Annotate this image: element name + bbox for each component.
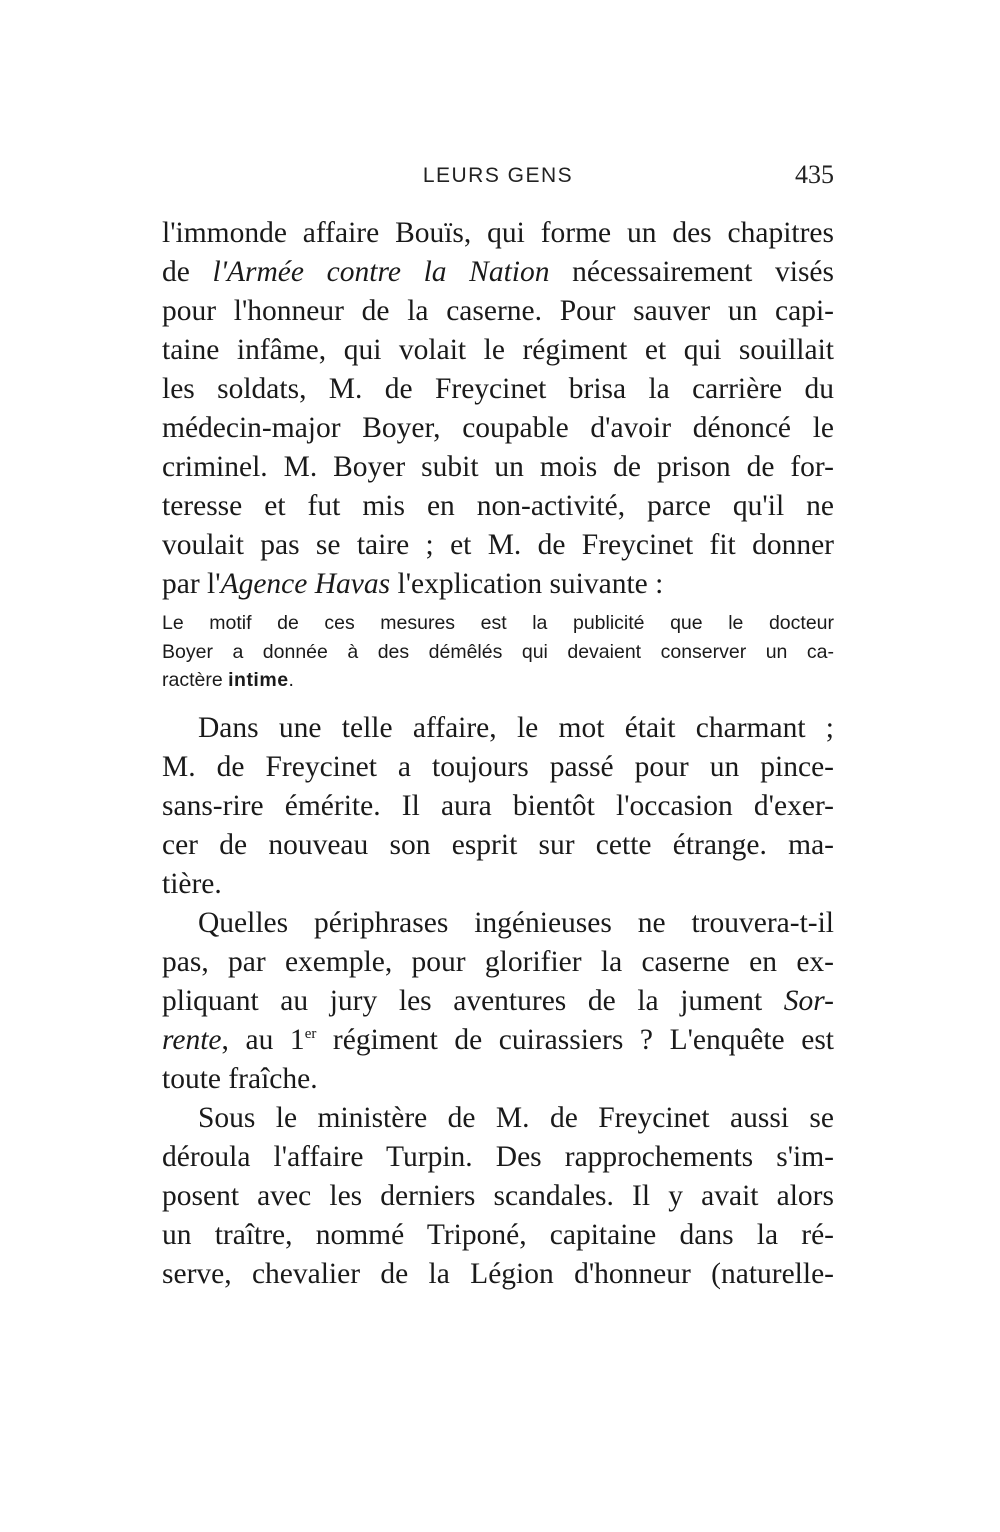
paragraph-bouis-affair bbox=[162, 214, 834, 604]
text-line: sans-rire émérite. Il aura bientôt l'occasion d'exer- bbox=[162, 789, 834, 822]
quote-line: Boyer a donnée à des démêlés qui devaient conserver un ca- bbox=[162, 640, 834, 663]
text-line: tière. bbox=[162, 867, 222, 900]
emphasis-bold: intime bbox=[228, 669, 289, 691]
quote-line: ractère intime. bbox=[162, 669, 294, 691]
ordinal-superscript: er bbox=[304, 1025, 317, 1042]
body-text bbox=[162, 214, 834, 1294]
paragraph-turpin-affair bbox=[162, 1099, 834, 1294]
text-line: pour l'honneur de la caserne. Pour sauver un capi- bbox=[162, 295, 834, 327]
text-line: les soldats, M. de Freycinet brisa la carrière du bbox=[162, 373, 834, 405]
text-line: de l'Armée contre la Nation nécessairement visés bbox=[162, 256, 834, 288]
text-line: par l'Agence Havas l'explication suivante : bbox=[162, 568, 664, 600]
paragraph-charming-word bbox=[162, 709, 834, 904]
text-line: pliquant au jury les aventures de la jument Sor- bbox=[162, 984, 834, 1017]
text-line: déroula l'affaire Turpin. Des rapprochements s'im- bbox=[162, 1140, 834, 1173]
text-line: M. de Freycinet a toujours passé pour un pince- bbox=[162, 750, 834, 783]
text-line: Dans une telle affaire, le mot était charmant ; bbox=[198, 711, 834, 744]
text-line: toute fraîche. bbox=[162, 1062, 318, 1095]
text-line: l'immonde affaire Bouïs, qui forme un des chapitres bbox=[162, 217, 834, 249]
mare-name-italic: Sor- bbox=[783, 984, 834, 1017]
page-number: 435 bbox=[795, 160, 834, 189]
text-line: pas, par exemple, pour glorifier la caserne en ex- bbox=[162, 945, 834, 978]
text-line: Sous le ministère de M. de Freycinet aussi se bbox=[198, 1101, 834, 1134]
running-head bbox=[162, 160, 834, 194]
text-line: un traître, nommé Triponé, capitaine dans la ré- bbox=[162, 1218, 834, 1251]
text-line: taine infâme, qui volait le régiment et qui souillait bbox=[162, 334, 834, 366]
agency-name-italic: Agence Havas bbox=[220, 568, 391, 600]
text-line: posent avec les derniers scandales. Il y avait alors bbox=[162, 1179, 834, 1212]
book-title-italic: l'Armée contre la Nation bbox=[212, 256, 550, 288]
text-line: criminel. M. Boyer subit un mois de prison de for- bbox=[162, 451, 834, 483]
quote-line: Le motif de ces mesures est la publicité que le docteur bbox=[162, 612, 834, 634]
block-quote bbox=[162, 609, 834, 695]
text-line: rente, au 1er régiment de cuirassiers ? L'enquête est bbox=[162, 1023, 834, 1056]
text-line: voulait pas se taire ; et M. de Freycinet fit donner bbox=[162, 529, 834, 561]
text-line: teresse et fut mis en non-activité, parce qu'il ne bbox=[162, 490, 834, 522]
text-line: serve, chevalier de la Légion d'honneur (naturelle- bbox=[162, 1257, 834, 1290]
text-line: cer de nouveau son esprit sur cette étrange. ma- bbox=[162, 828, 834, 861]
running-title: LEURS GENS bbox=[422, 164, 574, 187]
paragraph-periphrases bbox=[162, 904, 834, 1099]
text-line: Quelles périphrases ingénieuses ne trouvera-t-il bbox=[198, 906, 834, 939]
text-line: médecin-major Boyer, coupable d'avoir dénoncé le bbox=[162, 412, 834, 444]
mare-name-italic: rente bbox=[162, 1023, 222, 1056]
